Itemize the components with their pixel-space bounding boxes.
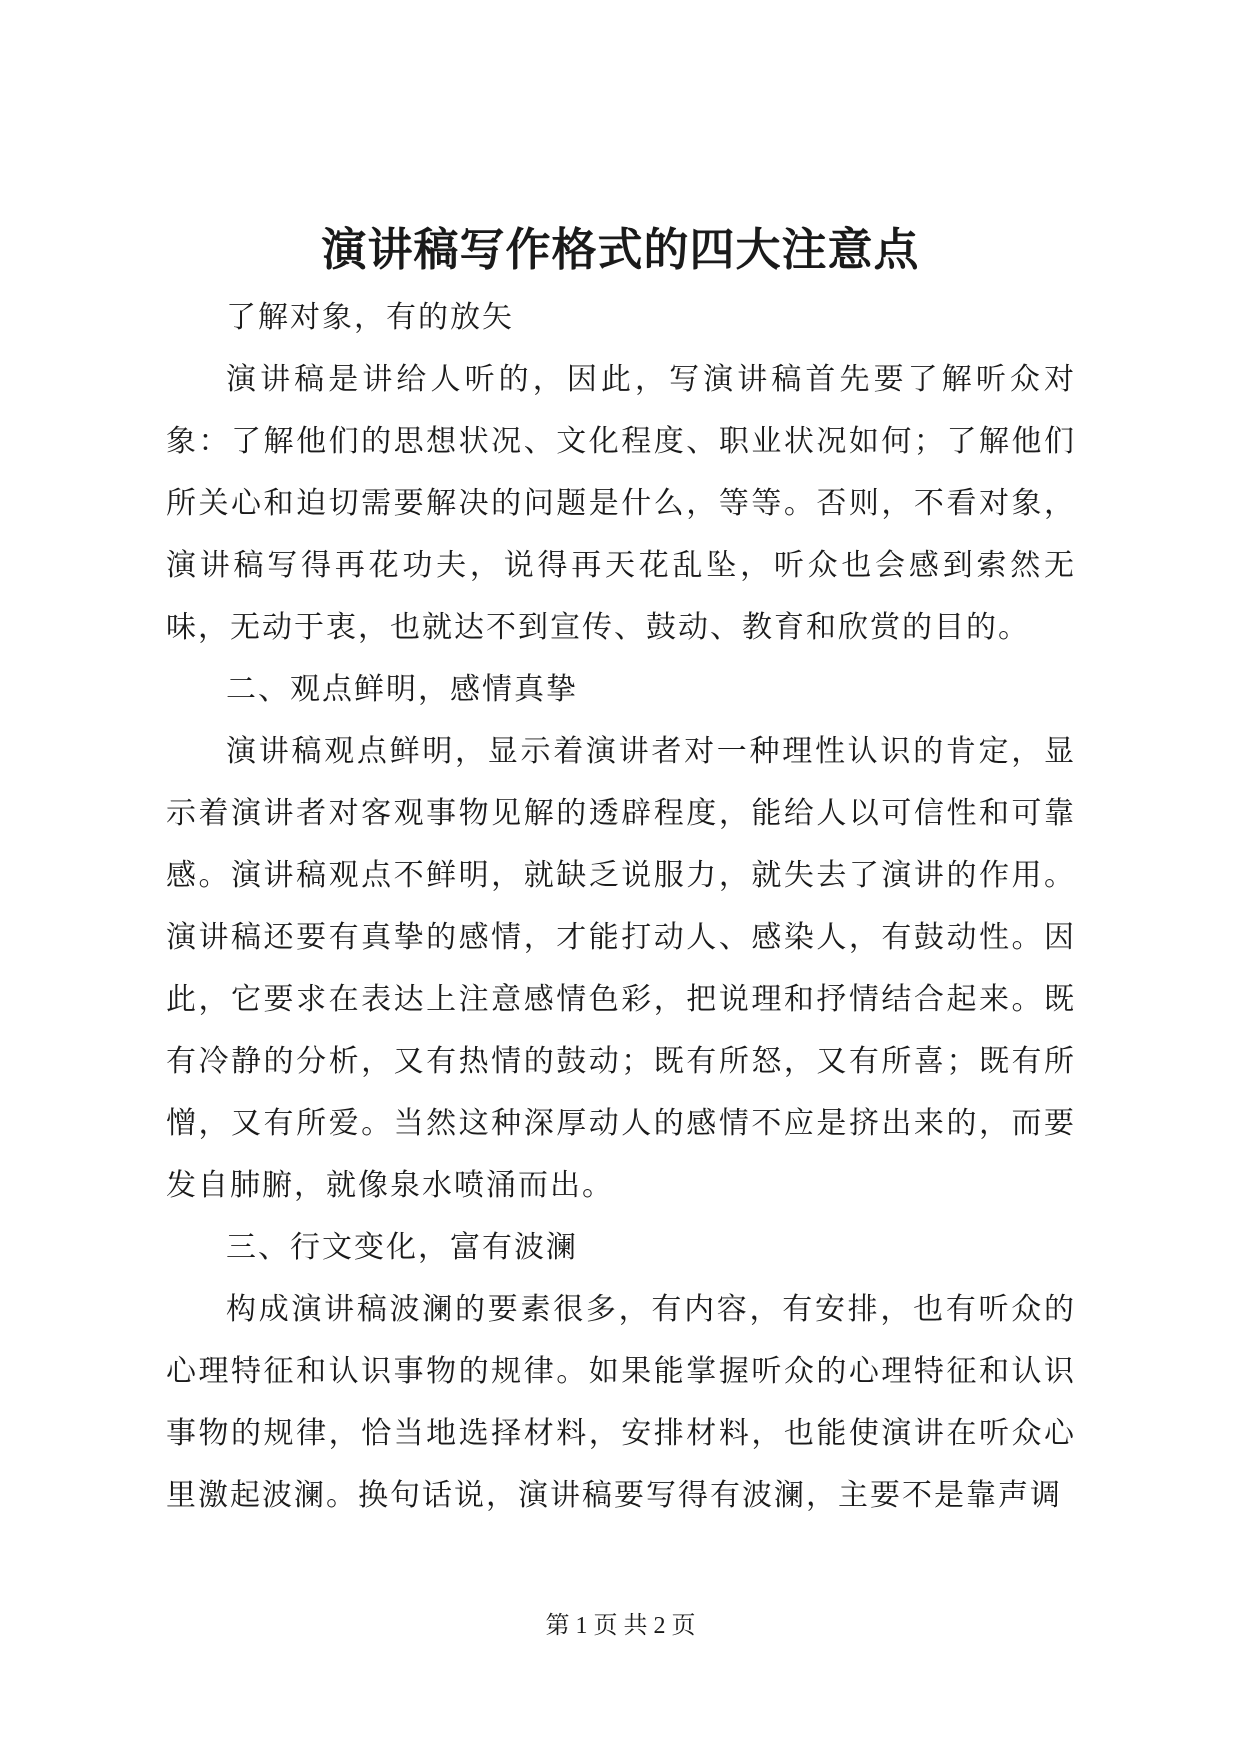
paragraph-3: 构成演讲稿波澜的要素很多，有内容，有安排，也有听众的心理特征和认识事物的规律。如果能掌握听众的心理特征和认识事物的规律，恰当地选择材料，安排材料，也能使演讲在听众心里激起波澜。换句话说，演讲稿要写得有波澜，主要不是靠声调 [166, 1292, 1076, 1513]
paragraph-1: 演讲稿是讲给人听的，因此，写演讲稿首先要了解听众对象：了解他们的思想状况、文化程度、职业状况如何；了解他们所关心和迫切需要解决的问题是什么，等等。否则，不看对象，演讲稿写得再花功夫，说得再天花乱坠，听众也会感到索然无味，无动于衷，也就达不到宣传、鼓动、教育和欣赏的目的。 [166, 362, 1076, 645]
heading-2: 二、观点鲜明，感情真挚 [226, 672, 578, 707]
heading-3: 三、行文变化，富有波澜 [226, 1230, 578, 1265]
document-title: 演讲稿写作格式的四大注意点 [321, 223, 920, 276]
heading-1: 了解对象，有的放矢 [226, 300, 514, 335]
page-footer: 第 1 页 共 2 页 [545, 1613, 696, 1639]
document-body [166, 287, 1076, 1527]
paragraph-2: 演讲稿观点鲜明，显示着演讲者对一种理性认识的肯定，显示着演讲者对客观事物见解的透辟程度，能给人以可信性和可靠感。演讲稿观点不鲜明，就缺乏说服力，就失去了演讲的作用。演讲稿还要有真挚的感情，才能打动人、感染人，有鼓动性。因此，它要求在表达上注意感情色彩，把说理和抒情结合起来。既有冷静的分析，又有热情的鼓动；既有所怒，又有所喜；既有所憎，又有所爱。当然这种深厚动人的感情不应是挤出来的，而要发自肺腑，就像泉水喷涌而出。 [166, 734, 1076, 1203]
